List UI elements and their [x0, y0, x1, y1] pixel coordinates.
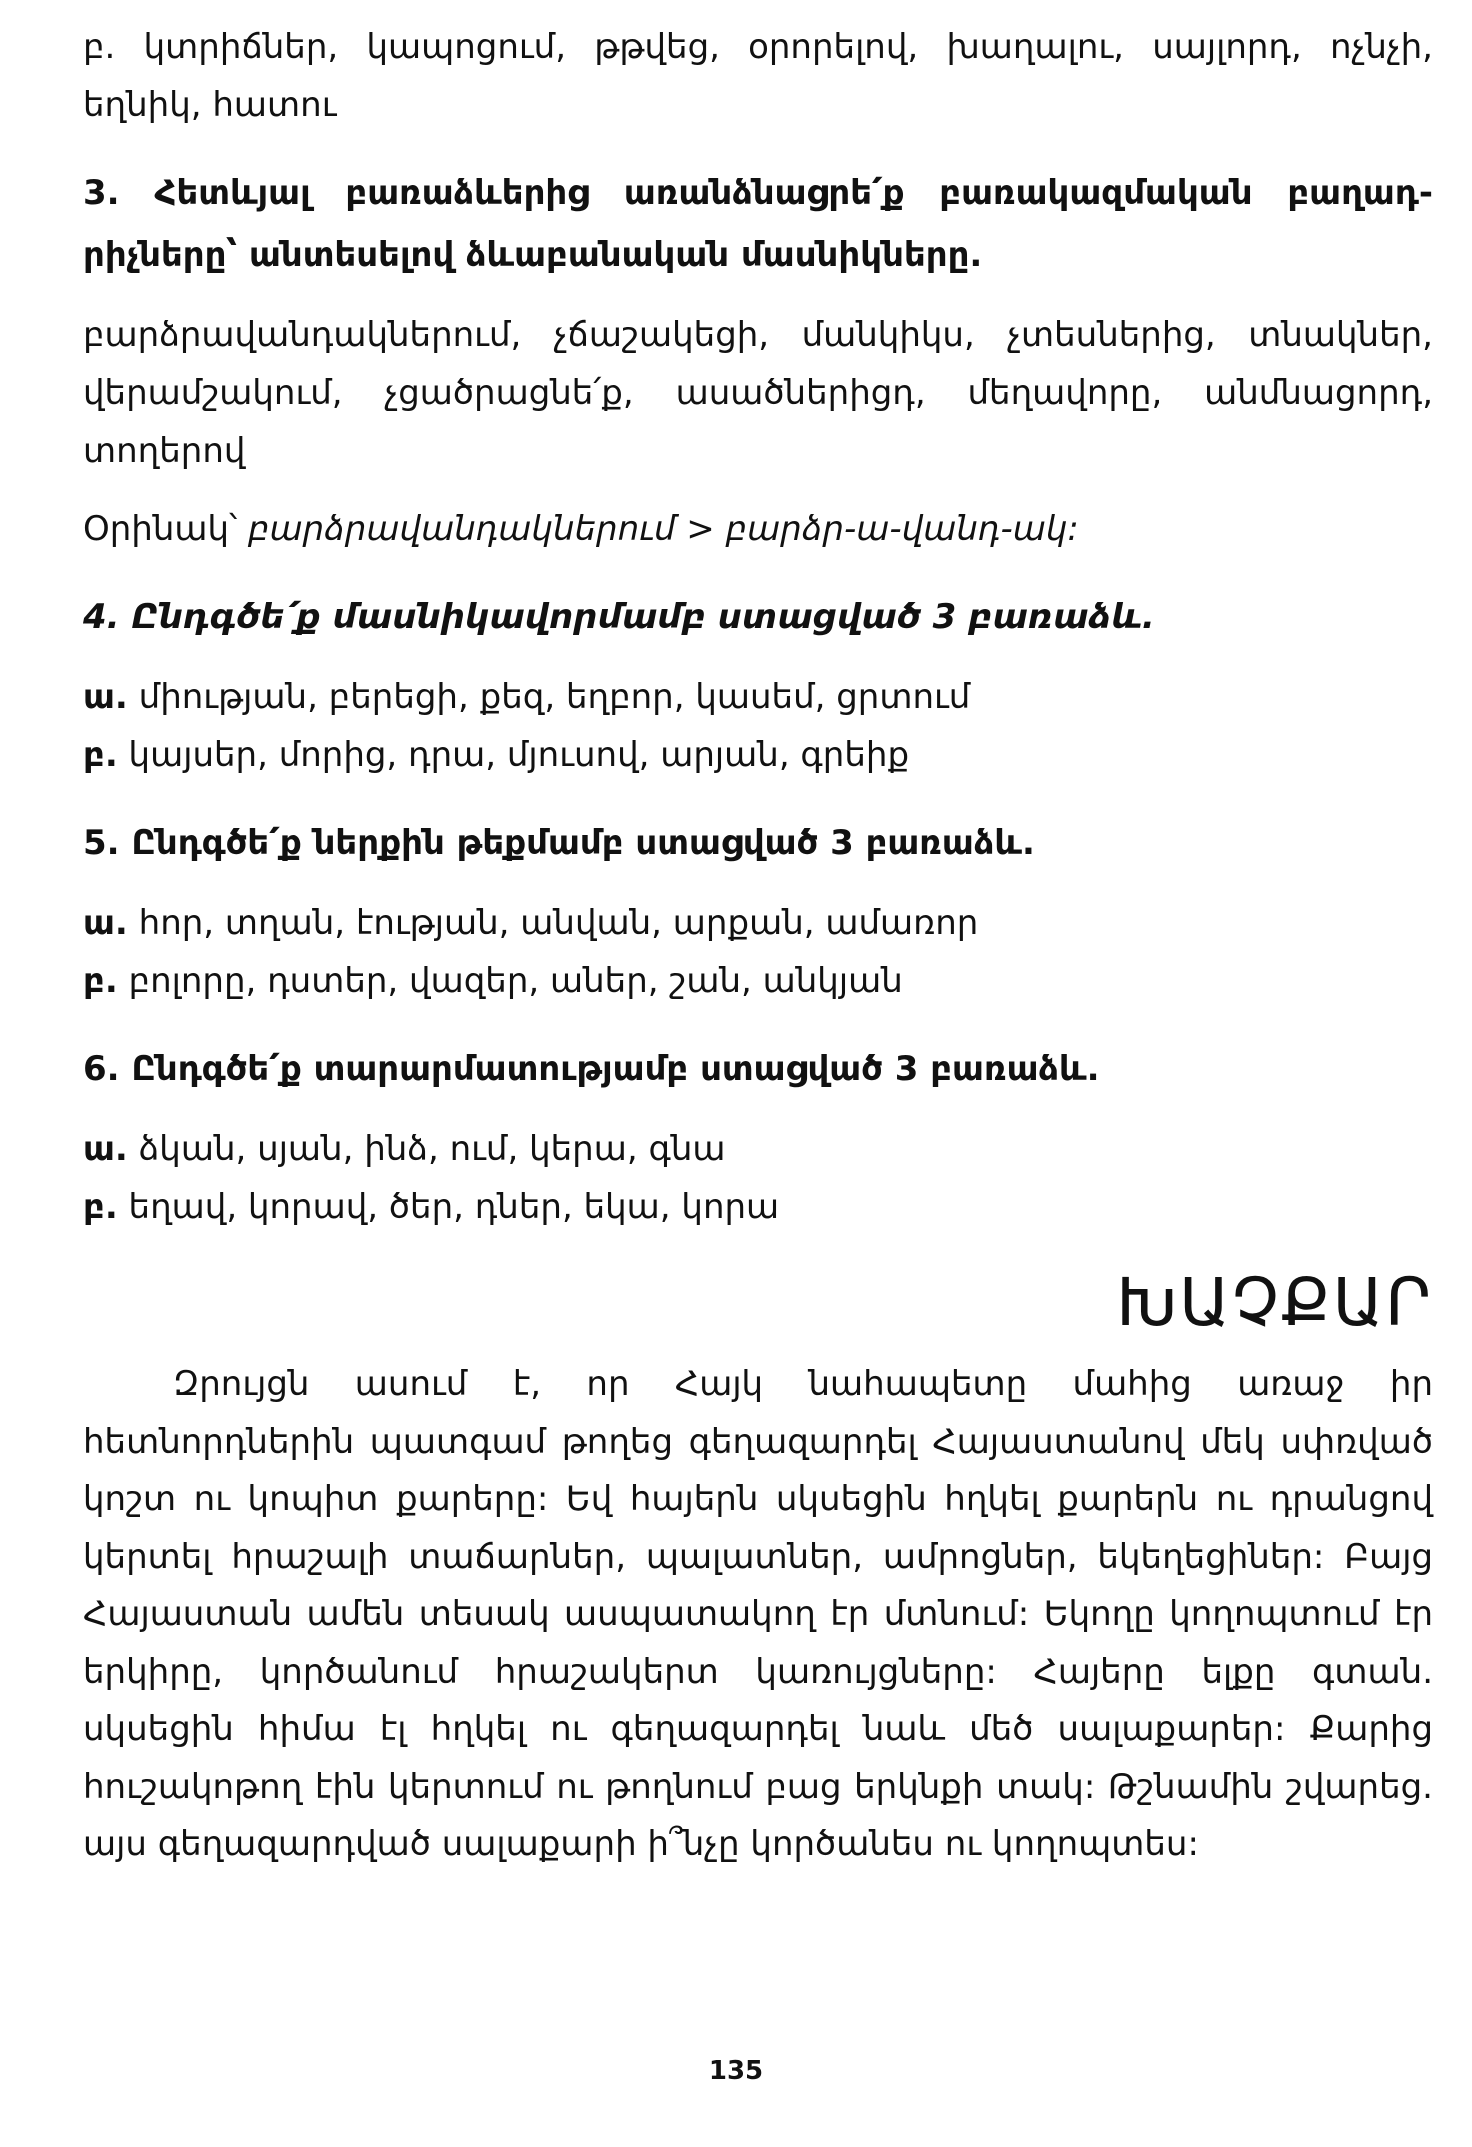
task6-a — [83, 1120, 1433, 1178]
example-label: Օրինակ՝ — [83, 509, 238, 549]
task5-a-label: ա. — [83, 903, 128, 943]
task3-title-line1: 3. Հետևյալ բառաձևերից առանձնացրե՛ք բառակազմական բաղադ- — [83, 173, 1433, 213]
task4-b-label: բ. — [83, 735, 118, 775]
task5-title: 5. Ընդգծե՛ք ներքին թեքմամբ ստացված 3 բառաձև. — [83, 823, 1035, 863]
task5-b-words: բոլորը, դստեր, վազեր, աներ, շան, անկյան — [128, 961, 903, 1001]
task4-a — [83, 668, 1433, 726]
task5-b-label: բ. — [83, 961, 118, 1001]
section-paragraph: Զրույցն ասում է, որ Հայկ նահապետը մահից առաջ իր հետնորդներին պատգամ թողեց գեղազարդել Հայաստանով մեկ սփռված կոշտ ու կոպիտ քարերը: Եվ հայերն սկսեցին հղկել քարերն ու դրանցով կերտել հրաշալի տաճարներ, պալատներ, ամրոցներ, եկեղեցիներ: Բայց Հայաստան ամեն տեսակ ասպատակող էր մտնում: Եկողը կողոպտում էր երկիրը, կործանում հրաշակերտ կառույցները: Հայերը ելքը գտան. սկսեցին հիմա էլ հղկել ու գեղազարդել նաև մեծ սալաքարեր: Քարից հուշակոթող էին կերտում ու թողնում բաց երկնքի տակ: Թշնամին շվարեց. այս գեղազարդված սալաքարի ի՞նչը կործանես ու կողոպտես: — [83, 1364, 1433, 1864]
task6-b-label: բ. — [83, 1187, 118, 1227]
page-number: 135 — [708, 2056, 764, 2086]
task6-b — [83, 1178, 1433, 1236]
task3-title-line2: րիչները՝ անտեսելով ձևաբանական մասնիկները. — [83, 235, 983, 275]
task6-a-label: ա. — [83, 1129, 128, 1169]
task5-a — [83, 894, 1433, 952]
task5-a-words: հոր, տղան, էության, անվան, արքան, ամառոր — [138, 903, 979, 943]
task3-words-line2: վերամշակում, չցածրացնե՛ք, ասածներիցդ, մեղավորը, անմնացորդ, տողերով — [83, 373, 1433, 471]
task3-example — [83, 500, 1433, 558]
task2-b-line1: բ. կտրիճներ, կապոցում, թթվեց, օրորելով, խաղալու, սայլորդ, ոչնչի, — [83, 27, 1433, 67]
task4-b-words: կայսեր, մորից, դրա, մյուսով, արյան, գրեիք — [128, 735, 910, 775]
task4-title: 4. Ընդգծե՛ք մասնիկավորմամբ ստացված 3 բառաձև. — [83, 597, 1155, 637]
task4-a-words: միության, բերեցի, քեզ, եղբոր, կասեմ, ցրտում — [138, 677, 971, 717]
task5-b — [83, 952, 1433, 1010]
section-heading: ԽԱՉՔԱՐ — [1116, 1264, 1433, 1341]
page-content — [83, 18, 1433, 1874]
task2-b-line2: եղնիկ, հատու — [83, 85, 337, 125]
task3-words-line1: բարձրավանդակներում, չճաշակեցի, մանկիկս, չտեսներից, տնակներ, — [83, 315, 1433, 355]
task6-title: 6. Ընդգծե՛ք տարարմատությամբ ստացված 3 բառաձև. — [83, 1049, 1100, 1089]
task4-a-label: ա. — [83, 677, 128, 717]
example-text: բարձրավանդակներում > բարձր-ա-վանդ-ակ: — [247, 509, 1079, 549]
task6-a-words: ձկան, սյան, ինձ, ում, կերա, գնա — [138, 1129, 726, 1169]
task4-b — [83, 726, 1433, 784]
task6-b-words: եղավ, կորավ, ծեր, դներ, եկա, կորա — [128, 1187, 780, 1227]
